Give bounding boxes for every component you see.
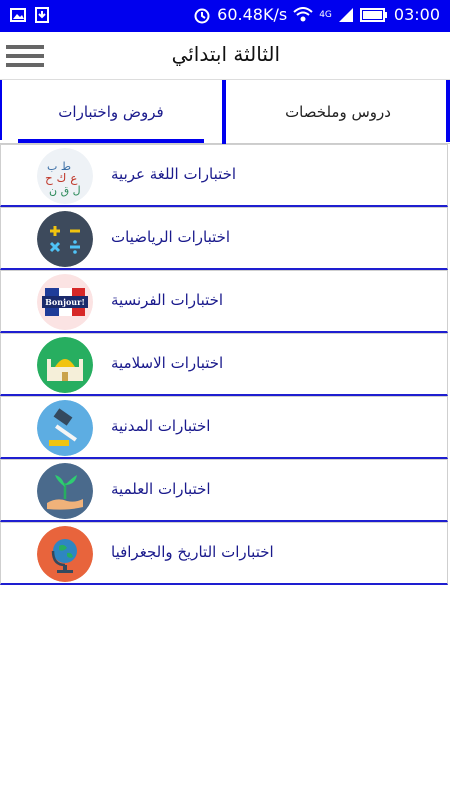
network-type: 4G xyxy=(319,9,332,20)
gavel-icon xyxy=(37,400,93,456)
svg-text:ط ب: ط ب xyxy=(47,160,72,173)
list-item-science[interactable] xyxy=(0,459,448,522)
alarm-icon xyxy=(193,6,211,24)
list-item-label: اختبارات الفرنسية xyxy=(111,291,224,309)
mosque-icon xyxy=(37,337,93,393)
wifi-icon xyxy=(293,7,313,23)
list-item-islamic[interactable] xyxy=(0,333,448,396)
signal-icon xyxy=(338,7,354,23)
svg-text:ع ك ح: ع ك ح xyxy=(45,171,78,185)
status-right xyxy=(193,5,440,24)
bonjour-flag-icon xyxy=(37,274,93,330)
tab-selected-indicator xyxy=(18,139,204,143)
list-item-label: اختبارات العلمية xyxy=(111,480,211,498)
app-bar xyxy=(0,32,450,80)
status-bar xyxy=(0,0,450,32)
tab-lessons[interactable]: دروس وملخصات xyxy=(285,103,391,121)
list-item-label: اختبارات المدنية xyxy=(111,417,211,435)
list-item-label: اختبارات الرياضيات xyxy=(111,228,231,246)
clock: 03:00 xyxy=(393,5,440,24)
subject-list xyxy=(0,144,450,585)
tab-exams[interactable]: فروض واختبارات xyxy=(58,103,164,121)
status-left-icons xyxy=(10,7,50,23)
list-item-label: اختبارات التاريخ والجغرافيا xyxy=(111,543,274,561)
page-title: الثالثة ابتدائي xyxy=(171,42,280,66)
image-notification-icon xyxy=(10,7,26,23)
bonjour-text: Bonjour! xyxy=(45,297,85,307)
battery-icon xyxy=(360,8,388,22)
svg-text:ل ق ن: ل ق ن xyxy=(49,184,81,197)
menu-icon[interactable] xyxy=(6,40,44,72)
tab-divider xyxy=(222,80,226,144)
tab-divider xyxy=(446,80,450,142)
math-symbols-icon xyxy=(37,211,93,267)
download-notification-icon xyxy=(34,7,50,23)
list-item-history-geography[interactable] xyxy=(0,522,448,585)
globe-icon xyxy=(37,526,93,582)
arabic-letters-icon xyxy=(37,148,93,204)
list-item-label: اختبارات اللغة عربية xyxy=(111,165,237,183)
list-item-civic[interactable] xyxy=(0,396,448,459)
tab-divider xyxy=(0,80,2,140)
list-item-math[interactable] xyxy=(0,207,448,270)
list-item-label: اختبارات الاسلامية xyxy=(111,354,224,372)
list-item-arabic[interactable] xyxy=(0,144,448,207)
network-speed: 60.48K/s xyxy=(217,5,288,24)
plant-hand-icon xyxy=(37,463,93,519)
list-item-french[interactable] xyxy=(0,270,448,333)
